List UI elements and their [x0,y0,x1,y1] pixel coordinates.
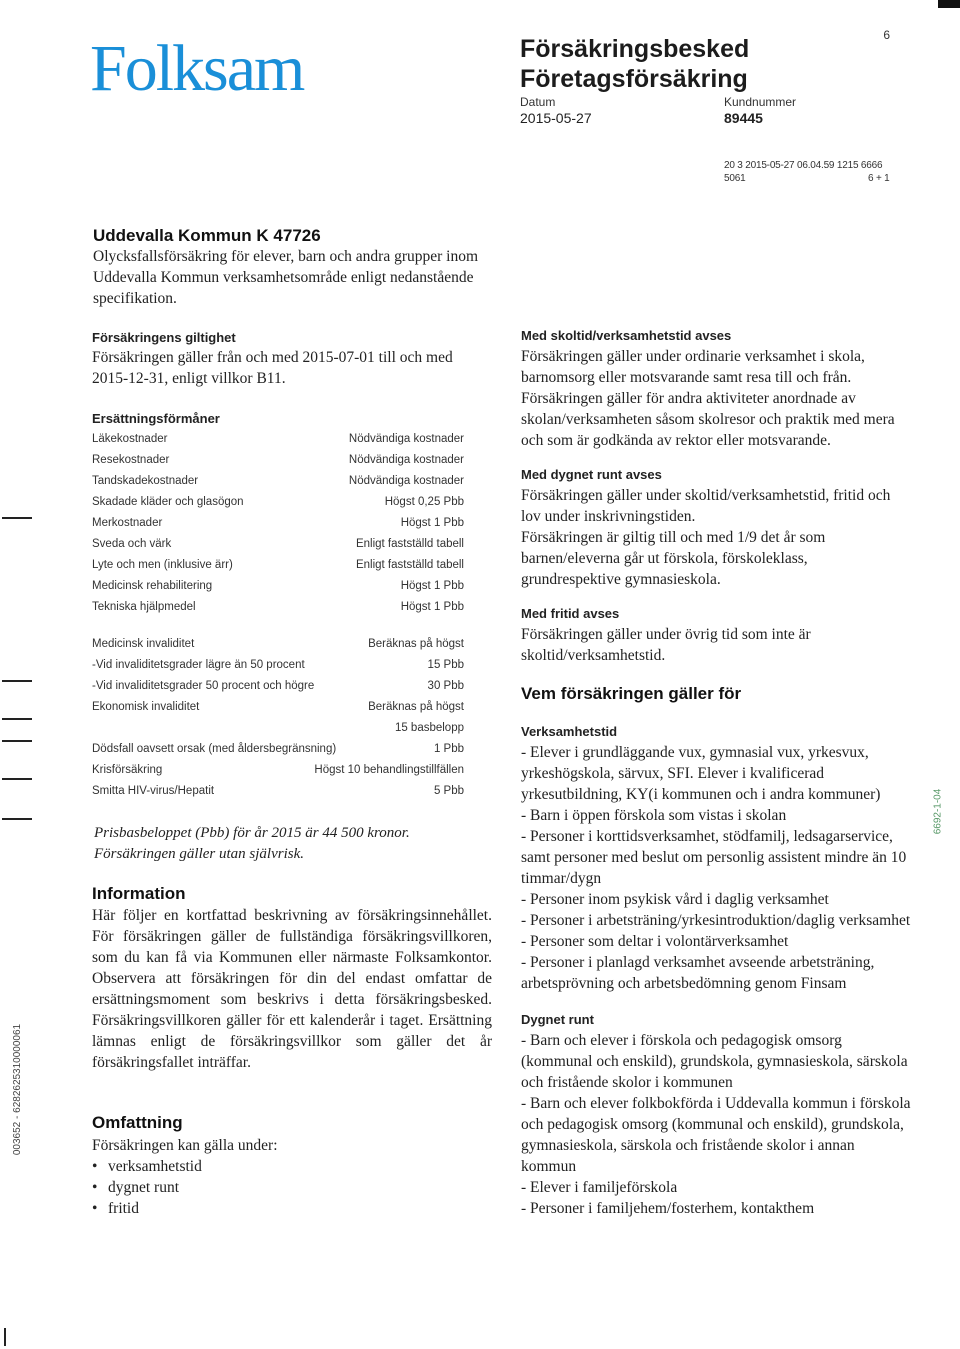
benefit-value: Högst 0,25 Pbb [384,496,464,508]
benefit-label: Tandskadekostnader [92,475,199,487]
benefit-label: Sveda och värk [92,538,172,550]
round-heading: Dygnet runt [521,1012,594,1027]
benefit-row [92,475,464,493]
scope-item: • fritid [92,1198,472,1219]
scope-item: • verksamhetstid [92,1156,472,1177]
benefit-row [92,764,464,782]
page-number: 6 [883,28,890,42]
benefit-value: 5 Pbb [433,785,464,797]
right-column [521,328,911,1219]
benefit-row [92,680,464,698]
price-base-note-line1: Prisbasbeloppet (Pbb) för år 2015 är 44 500 kronor. [94,825,410,841]
benefits-heading: Ersättningsförmåner [92,411,220,426]
benefit-value: 1 Pbb [433,743,464,755]
benefit-row [92,517,464,535]
left-margin-code: 003652 - 6282625310000061 [12,1023,24,1156]
benefit-value: Högst 1 Pbb [400,601,464,613]
round-item: - Barn och elever folkbokförda i Uddevalla kommun i förskola och pedagogisk omsorg (kommunal och enskild), grundskola, gymnasieskola, särskola och fristående skolor i annan kommun [521,1095,911,1175]
activity-item: - Barn i öppen förskola som vistas i skolan [521,807,787,824]
round-clock-text1: Försäkringen gäller under skoltid/verksamhetstid, fritid och lov under inskrivningstiden. [521,487,891,525]
activity-item: - Personer i arbetsträning/yrkesintroduktion/daglig verksamhet [521,912,911,929]
benefit-label: Resekostnader [92,454,170,466]
activity-item: - Personer i planlagd verksamhet avseende arbetsträning, arbetsprövning och arbetsbedömning genom Finsam [521,954,875,992]
school-time-heading: Med skoltid/verksamhetstid avses [521,328,732,343]
benefit-value: Nödvändiga kostnader [348,475,464,487]
benefit-row [92,559,464,577]
margin-tick [2,680,32,682]
activity-item: - Personer inom psykisk vård i daglig verksamhet [521,891,829,908]
benefit-label: -Vid invaliditetsgrader 50 procent och högre [92,680,315,692]
customer-name: Uddevalla Kommun K 47726 [93,226,321,245]
information-text: Här följer en kortfattad beskrivning av försäkringsinnehållet. För försäkringen gäller de fullständiga försäkringsvillkoren, som du kan få via Kommunen eller närmaste Folksamkontor. Observera att försäkringen för din del endast omfattar de ersättningsmoment som beskrivs i detta försäkringsbesked. Försäkringsvillkoren gäller för ett kalenderår i taget. Ersättning lämnas enligt de försäkringsvillkor som gäller det år försäkringsfallet inträffar. [92,907,492,1071]
margin-tick [2,740,32,742]
customer-number-value: 89445 [724,110,763,126]
right-margin-code: 6692-1-04 [932,788,944,835]
scope-heading: Omfattning [92,1113,183,1132]
benefit-label: -Vid invaliditetsgrader lägre än 50 procent [92,659,305,671]
free-time-heading: Med fritid avses [521,606,620,621]
benefit-row [92,433,464,451]
activity-item: - Personer i korttidsverksamhet, stödfamilj, ledsagarservice, samt personer med beslut om personlig assistent mindre än 10 timmar/dygn [521,828,907,887]
benefit-label: Läkekostnader [92,433,168,445]
benefit-label: Smitta HIV-virus/Hepatit [92,785,215,797]
round-clock-heading: Med dygnet runt avses [521,467,662,482]
benefit-label: Dödsfall oavsett orsak (med åldersbegränsning) [92,743,337,755]
benefit-value: Nödvändiga kostnader [348,454,464,466]
round-clock-text2: Försäkringen är giltig till och med 1/9 det år som barnen/eleverna går ut förskola, förskoleklass, grundrespektive gymnasieskola. [521,529,826,588]
benefit-value: 30 Pbb [427,680,464,692]
document-title-line2: Företagsförsäkring [520,65,748,93]
margin-tick [2,517,32,519]
benefit-row [92,496,464,514]
benefit-label: Lyte och men (inklusive ärr) [92,559,233,571]
benefit-value: Beräknas på högst [368,638,464,650]
benefit-row [92,701,464,719]
benefit-value: Enligt fastställd tabell [355,559,464,571]
margin-tick [2,818,32,820]
validity-text: Försäkringen gäller från och med 2015-07-01 till och med 2015-12-31, enligt villkor B11. [92,349,453,387]
benefit-label: Merkostnader [92,517,163,529]
benefit-row [92,580,464,598]
school-time-text2: Försäkringen gäller för andra aktiviteter anordnade av skolan/verksamheten såsom skolresor och praktik med mera och som är godkända av rektor eller motsvarande. [521,390,895,449]
benefit-value: Högst 10 behandlingstillfällen [314,764,464,776]
margin-tick [2,718,32,720]
information-heading: Information [92,884,186,903]
benefit-row [92,743,464,761]
benefit-value: Enligt fastställd tabell [355,538,464,550]
print-code-line1: 20 3 2015-05-27 06.04.59 1215 6666 [724,160,883,171]
print-code-line2-left: 5061 [724,173,746,184]
benefit-value: Beräknas på högst [368,701,464,713]
benefit-row [92,601,464,619]
benefit-row [92,538,464,556]
document-title [520,34,749,94]
benefit-label: Medicinsk invaliditet [92,638,195,650]
round-item: - Elever i familjeförskola [521,1179,678,1196]
benefit-value: 15 Pbb [427,659,464,671]
benefit-row [92,454,464,472]
activity-item: - Personer som deltar i volontärverksamhet [521,933,789,950]
activity-item: - Elever i grundläggande vux, gymnasial vux, yrkesvux, yrkeshögskola, särvux, SFI. Elever i kvalificerad yrkesutbildning, KY(i kommunen och i andra kommuner) [521,744,881,803]
benefit-label: Medicinsk rehabilitering [92,580,213,592]
print-code-line2-right: 6 + 1 [868,173,890,184]
benefit-row [92,722,464,740]
benefit-label: Krisförsäkring [92,764,163,776]
benefit-row [92,638,464,656]
school-time-text1: Försäkringen gäller under ordinarie verksamhet i skola, barnomsorg eller motsvarande samt resa till och från. [521,348,865,386]
corner-mark [938,0,960,8]
benefit-label: Ekonomisk invaliditet [92,701,200,713]
free-time-text: Försäkringen gäller under övrig tid som inte är skoltid/verksamhetstid. [521,626,811,664]
date-value: 2015-05-27 [520,110,592,126]
benefit-value: Högst 1 Pbb [400,580,464,592]
scope-list [92,1156,472,1219]
scope-item: • dygnet runt [92,1177,472,1198]
round-item: - Personer i familjehem/fosterhem, kontakthem [521,1200,815,1217]
who-heading: Vem försäkringen gäller för [521,684,742,703]
benefit-value: 15 basbelopp [394,722,464,734]
customer-description: Olycksfallsförsäkring för elever, barn och andra grupper inom Uddevalla Kommun verksamhetsområde enligt nedanstående specifikation. [93,248,479,307]
benefit-label: Skadade kläder och glasögon [92,496,244,508]
scope-intro: Försäkringen kan gälla under: [92,1137,278,1154]
folksam-logo: Folksam [90,32,304,105]
benefit-value: Högst 1 Pbb [400,517,464,529]
activity-heading: Verksamhetstid [521,724,618,739]
benefit-row [92,659,464,677]
margin-tick [2,778,32,780]
customer-number-label: Kundnummer [724,95,797,109]
price-base-note [94,823,494,865]
document-title-line1: Försäkringsbesked [520,35,750,63]
round-item: - Barn och elever i förskola och pedagogisk omsorg (kommunal och enskild), grundskola, gymnasieskola, särskola och fristående skolor i kommunen [521,1032,908,1091]
date-label: Datum [520,95,556,109]
benefit-label: Tekniska hjälpmedel [92,601,196,613]
benefit-value: Nödvändiga kostnader [348,433,464,445]
benefit-row [92,785,464,803]
validity-heading: Försäkringens giltighet [92,330,236,345]
margin-tick-vertical [4,1328,6,1346]
price-base-note-line2: Försäkringen gäller utan självrisk. [94,846,304,862]
